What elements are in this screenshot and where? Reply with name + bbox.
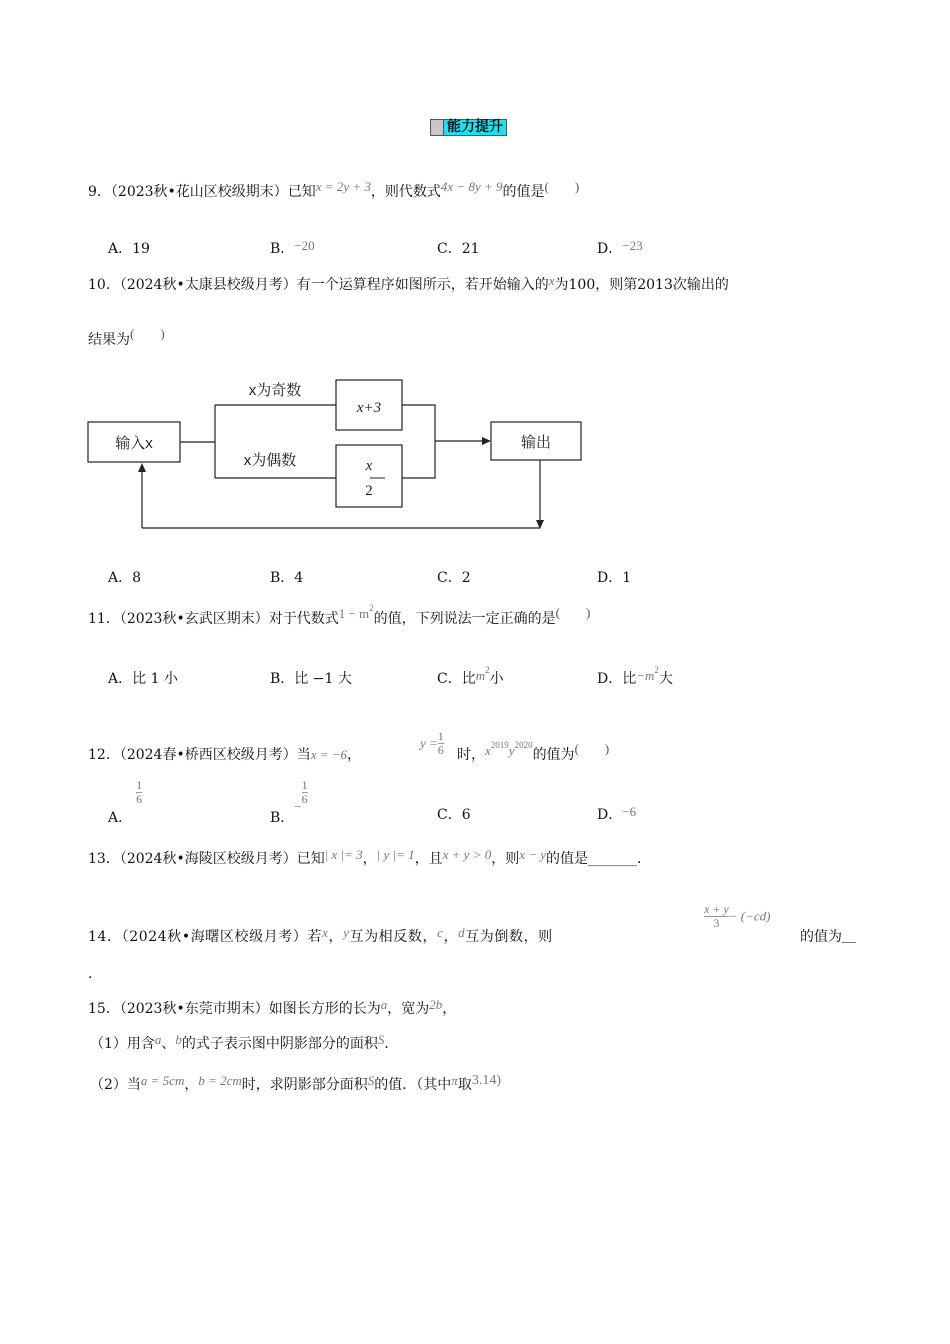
question-text: （1）用含 bbox=[90, 1036, 155, 1052]
option-text: 比 bbox=[622, 671, 637, 687]
option-value: 比 1 小 bbox=[132, 671, 178, 687]
question-text: ． bbox=[88, 966, 102, 982]
question-text: 、 bbox=[161, 1036, 176, 1052]
math-value: 3.14) bbox=[471, 1073, 501, 1088]
option-label: D． bbox=[597, 241, 623, 257]
math-sup: 2 bbox=[485, 665, 490, 675]
option-label: A． bbox=[108, 671, 133, 687]
option-value: −23 bbox=[622, 238, 643, 253]
math-sup: 2020 bbox=[514, 740, 533, 750]
question-14 bbox=[88, 926, 553, 946]
option-label: D． bbox=[597, 671, 623, 687]
frac-num: x + y bbox=[704, 902, 729, 916]
option-12-a bbox=[108, 778, 143, 826]
math-variable: c bbox=[437, 925, 444, 940]
question-text: 已知 bbox=[296, 851, 325, 867]
question-15-part-2 bbox=[90, 1074, 501, 1094]
option-12-b bbox=[270, 778, 308, 826]
question-10 bbox=[88, 274, 729, 294]
question-number: 11． bbox=[88, 611, 120, 627]
math-lhs: y = bbox=[420, 735, 438, 751]
question-text: 时， bbox=[457, 747, 485, 763]
question-source: （2024秋•海曙区校级月考） bbox=[121, 929, 308, 945]
math-variable: x bbox=[322, 925, 329, 940]
fraction bbox=[302, 779, 308, 806]
math-base: 1 − m bbox=[338, 606, 370, 621]
option-label: A． bbox=[108, 570, 133, 586]
option-label: D． bbox=[597, 570, 623, 586]
section-title-text: 能力提升 bbox=[444, 119, 507, 136]
math-variable: S bbox=[377, 1032, 385, 1047]
option-value: −20 bbox=[294, 238, 315, 253]
output-label: 输出 bbox=[520, 434, 552, 451]
question-text: 互为倒数，则 bbox=[465, 929, 553, 945]
option-label: C． bbox=[437, 241, 462, 257]
question-9 bbox=[88, 181, 579, 201]
question-text: ，则代数式 bbox=[370, 184, 441, 200]
odd-op-label: x+3 bbox=[356, 400, 382, 416]
option-11-b bbox=[270, 668, 352, 688]
option-label: B． bbox=[270, 241, 295, 257]
question-text: 已知 bbox=[287, 184, 316, 200]
even-op-denominator: 2 bbox=[365, 483, 373, 499]
question-text: 的值．（其中 bbox=[374, 1077, 452, 1093]
answer-blank: ( ) bbox=[574, 741, 610, 756]
option-11-d bbox=[597, 665, 673, 688]
option-value: 1 bbox=[622, 570, 632, 586]
option-label: A． bbox=[108, 809, 133, 826]
question-11 bbox=[88, 603, 591, 628]
question-text: 结果为 bbox=[88, 332, 130, 348]
fraction bbox=[704, 903, 729, 930]
math-variable: y bbox=[343, 925, 350, 940]
question-source: （2024春•桥西区校级月考） bbox=[119, 747, 297, 763]
math-expression bbox=[338, 603, 374, 621]
option-text: 大 bbox=[658, 671, 673, 687]
question-text: ，且 bbox=[414, 851, 443, 867]
option-label: A． bbox=[108, 241, 133, 257]
flowchart-diagram bbox=[80, 368, 600, 548]
option-value: 6 bbox=[461, 807, 471, 823]
arrowhead bbox=[482, 437, 491, 445]
question-text: 的值为 bbox=[532, 747, 575, 763]
question-number: 13． bbox=[88, 851, 120, 867]
math-expression: x + y > 0 bbox=[442, 847, 492, 862]
math-variable: a bbox=[154, 1032, 162, 1047]
option-9-a bbox=[108, 238, 150, 258]
math-expression: b = 2cm bbox=[198, 1073, 242, 1088]
option-9-c bbox=[437, 238, 480, 258]
math-variable: x bbox=[548, 273, 555, 288]
option-value: 21 bbox=[461, 241, 480, 257]
math-base: −m bbox=[636, 668, 655, 683]
math-variable: S bbox=[367, 1073, 375, 1088]
math-expression bbox=[475, 665, 490, 683]
option-label: C． bbox=[437, 807, 462, 823]
math-base: m bbox=[475, 668, 486, 683]
question-text: （2）当 bbox=[90, 1077, 141, 1093]
question-15-part-1 bbox=[90, 1033, 398, 1053]
math-expression: − (−cd) bbox=[728, 908, 771, 924]
option-value: 8 bbox=[132, 570, 142, 586]
question-source: （2024秋•太康县校级月考） bbox=[119, 277, 297, 293]
math-base: y bbox=[508, 743, 515, 758]
option-12-c bbox=[437, 804, 471, 824]
option-10-b bbox=[270, 567, 303, 587]
frac-den: 6 bbox=[301, 792, 308, 806]
math-expression: | x |= 3 bbox=[324, 847, 363, 862]
math-symbol: π bbox=[451, 1073, 458, 1088]
question-text: 对于代数式 bbox=[268, 611, 339, 627]
question-text: ， bbox=[184, 1077, 199, 1093]
arrowhead bbox=[138, 463, 146, 472]
question-text: ． bbox=[384, 1036, 399, 1052]
question-text: ，宽为 bbox=[387, 1001, 430, 1017]
question-text: ， bbox=[328, 929, 344, 945]
question-text: 时，求阴影部分面积 bbox=[241, 1077, 368, 1093]
frac-den: 3 bbox=[713, 916, 720, 930]
math-variable: 2b bbox=[429, 997, 443, 1012]
option-value: 19 bbox=[132, 241, 150, 257]
title-marker bbox=[430, 119, 444, 136]
math-sup: 2 bbox=[369, 603, 374, 613]
frac-den: 6 bbox=[136, 792, 143, 806]
question-number: 14． bbox=[88, 929, 122, 945]
odd-label: x为奇数 bbox=[248, 382, 302, 399]
answer-blank: ( ) bbox=[544, 179, 580, 194]
question-source: （2023秋•玄武区期末） bbox=[119, 611, 269, 627]
question-text: 如图长方形的长为 bbox=[268, 1001, 381, 1017]
question-text: 若 bbox=[307, 929, 323, 945]
fraction bbox=[136, 779, 142, 806]
option-10-d bbox=[597, 567, 631, 587]
math-expression: x = −6 bbox=[310, 747, 348, 762]
frac-num: 1 bbox=[437, 729, 444, 743]
answer-blank: ( ) bbox=[555, 605, 591, 620]
option-label: D． bbox=[597, 807, 623, 823]
math-expression: x − y bbox=[519, 847, 547, 862]
question-source: （2023秋•东莞市期末） bbox=[119, 1001, 269, 1017]
question-12-b bbox=[457, 740, 610, 764]
connector-line bbox=[402, 405, 435, 478]
math-sign: − bbox=[294, 798, 302, 814]
question-number: 10． bbox=[88, 277, 120, 293]
math-expression: | y |= 1 bbox=[376, 847, 415, 862]
option-label: C． bbox=[437, 570, 462, 586]
question-text: 的值是 bbox=[502, 184, 545, 200]
input-label: 输入x bbox=[115, 435, 153, 452]
option-10-a bbox=[108, 567, 141, 587]
math-variable: a bbox=[380, 997, 388, 1012]
question-text: 为100，则第2013次输出的 bbox=[554, 277, 729, 293]
option-10-c bbox=[437, 567, 471, 587]
option-12-d bbox=[597, 804, 636, 824]
option-9-d bbox=[597, 238, 643, 258]
question-text: 的式子表示图中阴影部分的面积 bbox=[181, 1036, 378, 1052]
math-base: x bbox=[485, 743, 491, 758]
math-variable: d bbox=[458, 925, 466, 940]
question-text: 的值是_______． bbox=[546, 851, 652, 867]
math-sup: 2019 bbox=[490, 740, 509, 750]
question-source: （2024秋•海陵区校级月考） bbox=[119, 851, 297, 867]
option-text: 小 bbox=[489, 671, 504, 687]
option-text: 比 bbox=[461, 671, 476, 687]
question-13 bbox=[88, 848, 651, 868]
question-14-tail bbox=[800, 926, 856, 946]
question-text: 当 bbox=[296, 747, 311, 763]
section-title bbox=[430, 118, 509, 137]
option-label: B． bbox=[270, 809, 295, 826]
option-value: 比 −1 大 bbox=[294, 671, 352, 687]
option-9-b bbox=[270, 238, 315, 258]
question-text: 有一个运算程序如图所示，若开始输入的 bbox=[296, 277, 549, 293]
question-10-cont bbox=[88, 326, 165, 349]
question-14-cont bbox=[88, 963, 102, 983]
math-expression: a = 5cm bbox=[140, 1073, 185, 1088]
question-text: 取 bbox=[457, 1077, 472, 1093]
option-label: B． bbox=[270, 570, 295, 586]
frac-num: 1 bbox=[136, 778, 143, 792]
question-text: 的值为＿ bbox=[800, 929, 856, 945]
question-text: ，则 bbox=[491, 851, 520, 867]
even-label: x为偶数 bbox=[243, 452, 297, 469]
question-text: ， bbox=[443, 929, 459, 945]
option-value: −6 bbox=[622, 804, 637, 819]
question-text: 互为相反数， bbox=[349, 929, 438, 945]
question-15 bbox=[88, 998, 456, 1018]
frac-num: 1 bbox=[301, 778, 308, 792]
question-text: ， bbox=[442, 1001, 457, 1017]
question-number: 15． bbox=[88, 1001, 120, 1017]
question-text: ， bbox=[347, 747, 362, 763]
option-value: 4 bbox=[294, 570, 304, 586]
frac-den: 6 bbox=[437, 743, 444, 757]
math-expression: 4x − 8y + 9 bbox=[440, 179, 503, 194]
math-fraction-expression bbox=[704, 903, 770, 930]
question-source: （2023秋•花山区校级期末） bbox=[110, 184, 288, 200]
math-expression bbox=[485, 740, 533, 758]
option-label: C． bbox=[437, 671, 462, 687]
even-op-numerator: x bbox=[365, 458, 373, 474]
math-sup: 2 bbox=[654, 665, 659, 675]
question-number: 12． bbox=[88, 747, 120, 763]
math-y-equals bbox=[420, 730, 444, 757]
question-text: 的值，下列说法一定正确的是 bbox=[373, 611, 556, 627]
option-11-c bbox=[437, 665, 504, 688]
question-number: 9． bbox=[88, 184, 111, 200]
answer-blank: ( ) bbox=[130, 326, 165, 341]
option-value: 2 bbox=[461, 570, 471, 586]
math-variable: b bbox=[175, 1032, 182, 1047]
fraction bbox=[438, 730, 444, 757]
option-11-a bbox=[108, 668, 178, 688]
math-expression bbox=[636, 665, 659, 683]
question-text: ， bbox=[362, 851, 377, 867]
question-12 bbox=[88, 744, 361, 764]
option-label: B． bbox=[270, 671, 295, 687]
math-expression: x = 2y + 3 bbox=[315, 179, 371, 194]
